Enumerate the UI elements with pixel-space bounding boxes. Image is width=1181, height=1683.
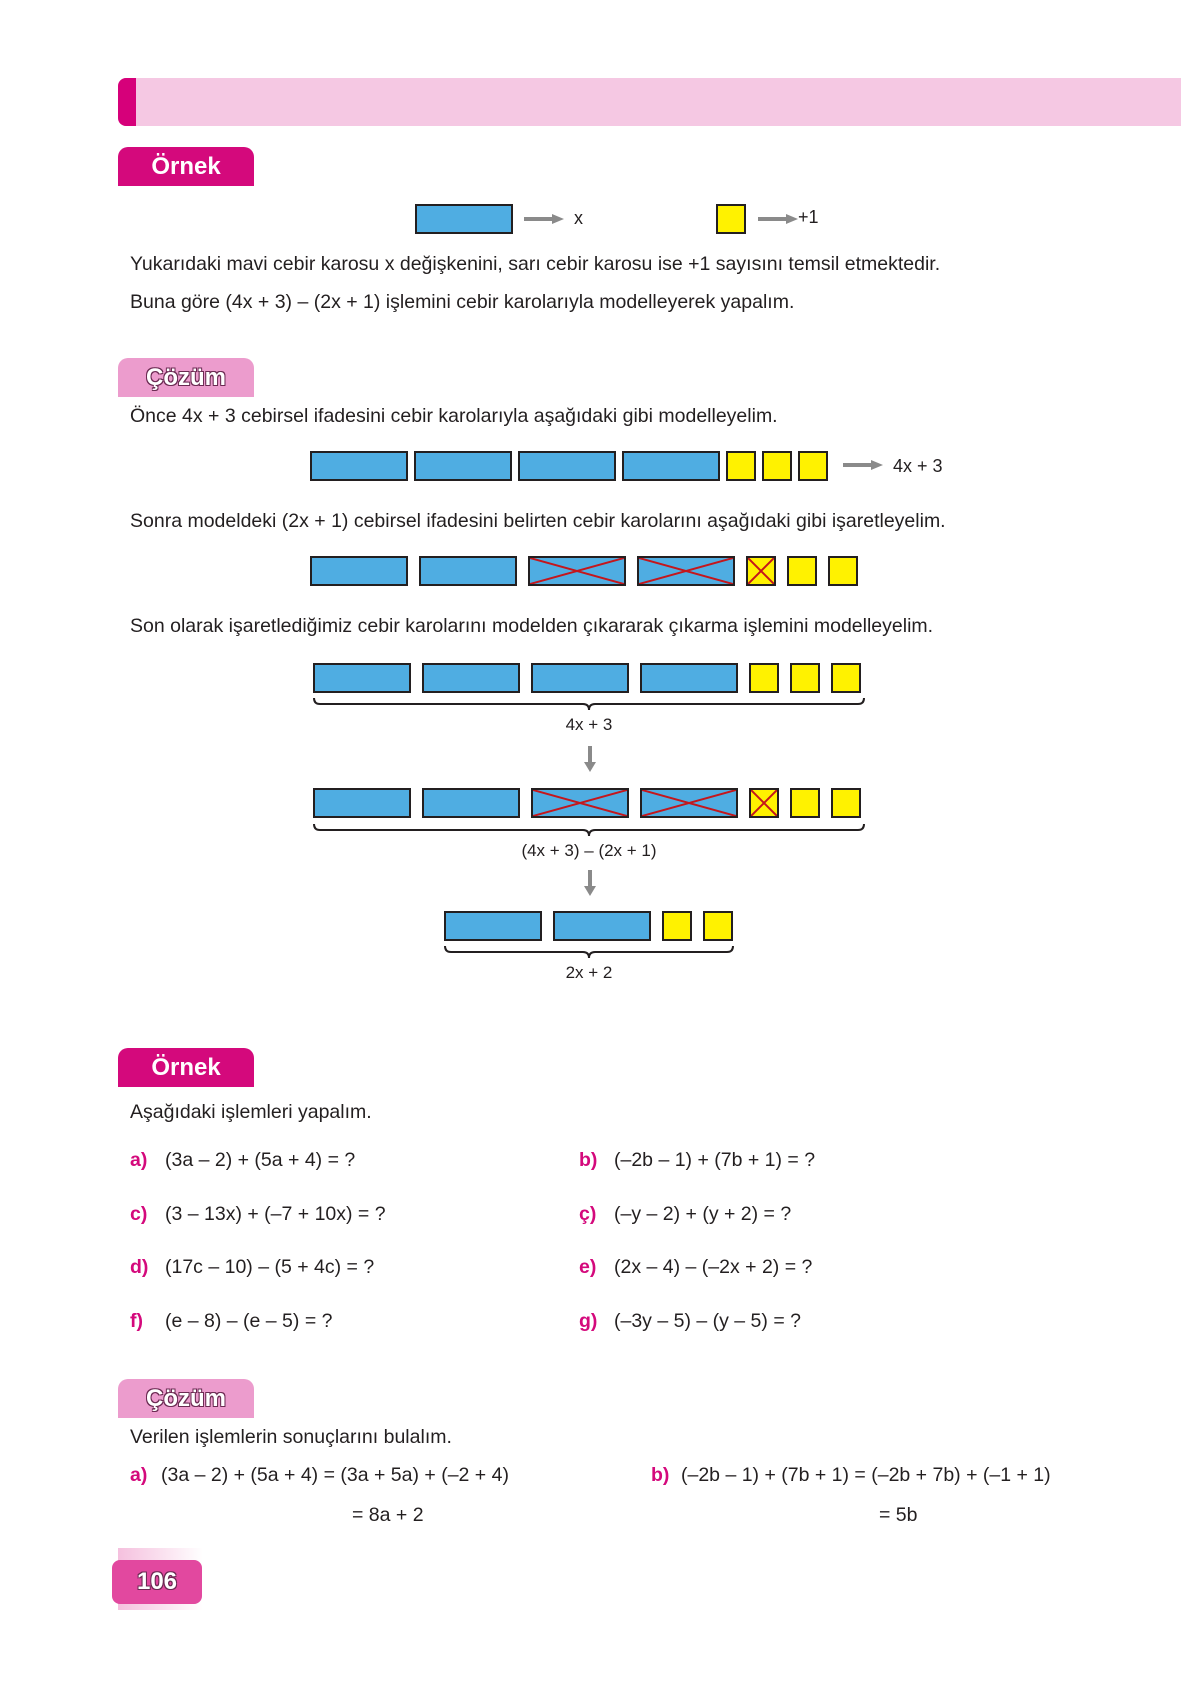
x-tile [444,911,542,941]
unit-tile [762,451,792,481]
brace [444,945,734,959]
solution-label-b: b) [651,1464,670,1486]
x-tile [422,788,520,818]
x-tile [419,556,517,586]
brace-label: 2x + 2 [565,963,613,982]
problem-label: g) [579,1310,598,1332]
cross-mark-icon [639,558,733,584]
solution-label-a: a) [130,1464,148,1486]
x-tile-legend [415,204,513,234]
example-tag: Örnek [118,1048,254,1087]
page-number: 106 [112,1560,202,1604]
brace [313,697,865,711]
unit-tile [662,911,692,941]
solution-tag: Çözüm [118,1379,254,1418]
x-tile [310,451,408,481]
cross-mark-icon [533,790,627,816]
problem-label: a) [130,1149,148,1171]
cross-mark-icon [642,790,736,816]
problem-label: f) [130,1310,143,1332]
model-label: 4x + 3 [893,456,943,476]
unit-tile [831,663,861,693]
example-tag: Örnek [118,147,254,186]
x-tile [414,451,512,481]
problem-expression: (2x – 4) – (–2x + 2) = ? [614,1256,813,1278]
cross-mark-icon [748,558,774,584]
solution-tag: Çözüm [118,358,254,397]
solution-a-line1: (3a – 2) + (5a + 4) = (3a + 5a) + (–2 + 4) [161,1464,509,1486]
unit-tile-crossed [746,556,776,586]
header-accent [118,78,136,126]
brace-label: (4x + 3) – (2x + 1) [521,841,657,860]
solution-b-line2: = 5b [879,1504,918,1526]
unit-tile [726,451,756,481]
x-tile-crossed [640,788,738,818]
problem-label: ç) [579,1203,597,1225]
unit-tile-legend [716,204,746,234]
unit-tile [787,556,817,586]
down-arrow-icon [584,746,596,772]
paragraph: Son olarak işaretlediğimiz cebir karolarını modelden çıkararak çıkarma işlemini modelleyelim. [130,615,934,637]
problem-expression: (3a – 2) + (5a + 4) = ? [165,1149,356,1171]
down-arrow-icon [584,870,596,896]
x-tile-crossed [528,556,626,586]
unit-tile [831,788,861,818]
x-legend-label: x [574,208,583,228]
unit-tile [703,911,733,941]
problem-label: c) [130,1203,148,1225]
problem-expression: (–y – 2) + (y + 2) = ? [614,1203,792,1225]
x-tile-crossed [637,556,735,586]
x-tile [553,911,651,941]
problem-expression: (–3y – 5) – (y – 5) = ? [614,1310,801,1332]
solution-b-line1: (–2b – 1) + (7b + 1) = (–2b + 7b) + (–1 + 1) [681,1464,1051,1486]
paragraph: Yukarıdaki mavi cebir karosu x değişkenini, sarı cebir karosu ise +1 sayısını temsil etmektedir. [130,253,941,275]
problem-expression: (e – 8) – (e – 5) = ? [165,1310,333,1332]
paragraph: Buna göre (4x + 3) – (2x + 1) işlemini cebir karolarıyla modelleyerek yapalım. [130,291,795,313]
unit-tile [790,788,820,818]
unit-tile-crossed [749,788,779,818]
x-tile [518,451,616,481]
problem-expression: (3 – 13x) + (–7 + 10x) = ? [165,1203,386,1225]
problem-label: e) [579,1256,597,1278]
paragraph: Verilen işlemlerin sonuçlarını bulalım. [130,1426,452,1448]
arrow-icon [843,460,883,470]
x-tile [313,663,411,693]
paragraph: Önce 4x + 3 cebirsel ifadesini cebir karolarıyla aşağıdaki gibi modelleyelim. [130,405,778,427]
cross-mark-icon [530,558,624,584]
brace [313,823,865,837]
problem-label: d) [130,1256,149,1278]
problem-expression: (17c – 10) – (5 + 4c) = ? [165,1256,375,1278]
cross-mark-icon [751,790,777,816]
x-tile [531,663,629,693]
brace-label: 4x + 3 [565,715,613,734]
problem-label: b) [579,1149,598,1171]
unit-tile [798,451,828,481]
x-tile [310,556,408,586]
one-legend-label: +1 [798,207,819,227]
problem-expression: (–2b – 1) + (7b + 1) = ? [614,1149,816,1171]
unit-tile [749,663,779,693]
unit-tile [790,663,820,693]
unit-tile [828,556,858,586]
paragraph: Aşağıdaki işlemleri yapalım. [130,1101,372,1123]
x-tile [313,788,411,818]
arrow-icon [758,214,798,224]
x-tile [422,663,520,693]
x-tile-crossed [531,788,629,818]
x-tile [640,663,738,693]
x-tile [622,451,720,481]
paragraph: Sonra modeldeki (2x + 1) cebirsel ifadesini belirten cebir karolarını aşağıdaki gibi işaretleyelim. [130,510,946,532]
solution-a-line2: = 8a + 2 [352,1504,424,1526]
section-header-bar [118,78,1181,126]
arrow-icon [524,214,564,224]
